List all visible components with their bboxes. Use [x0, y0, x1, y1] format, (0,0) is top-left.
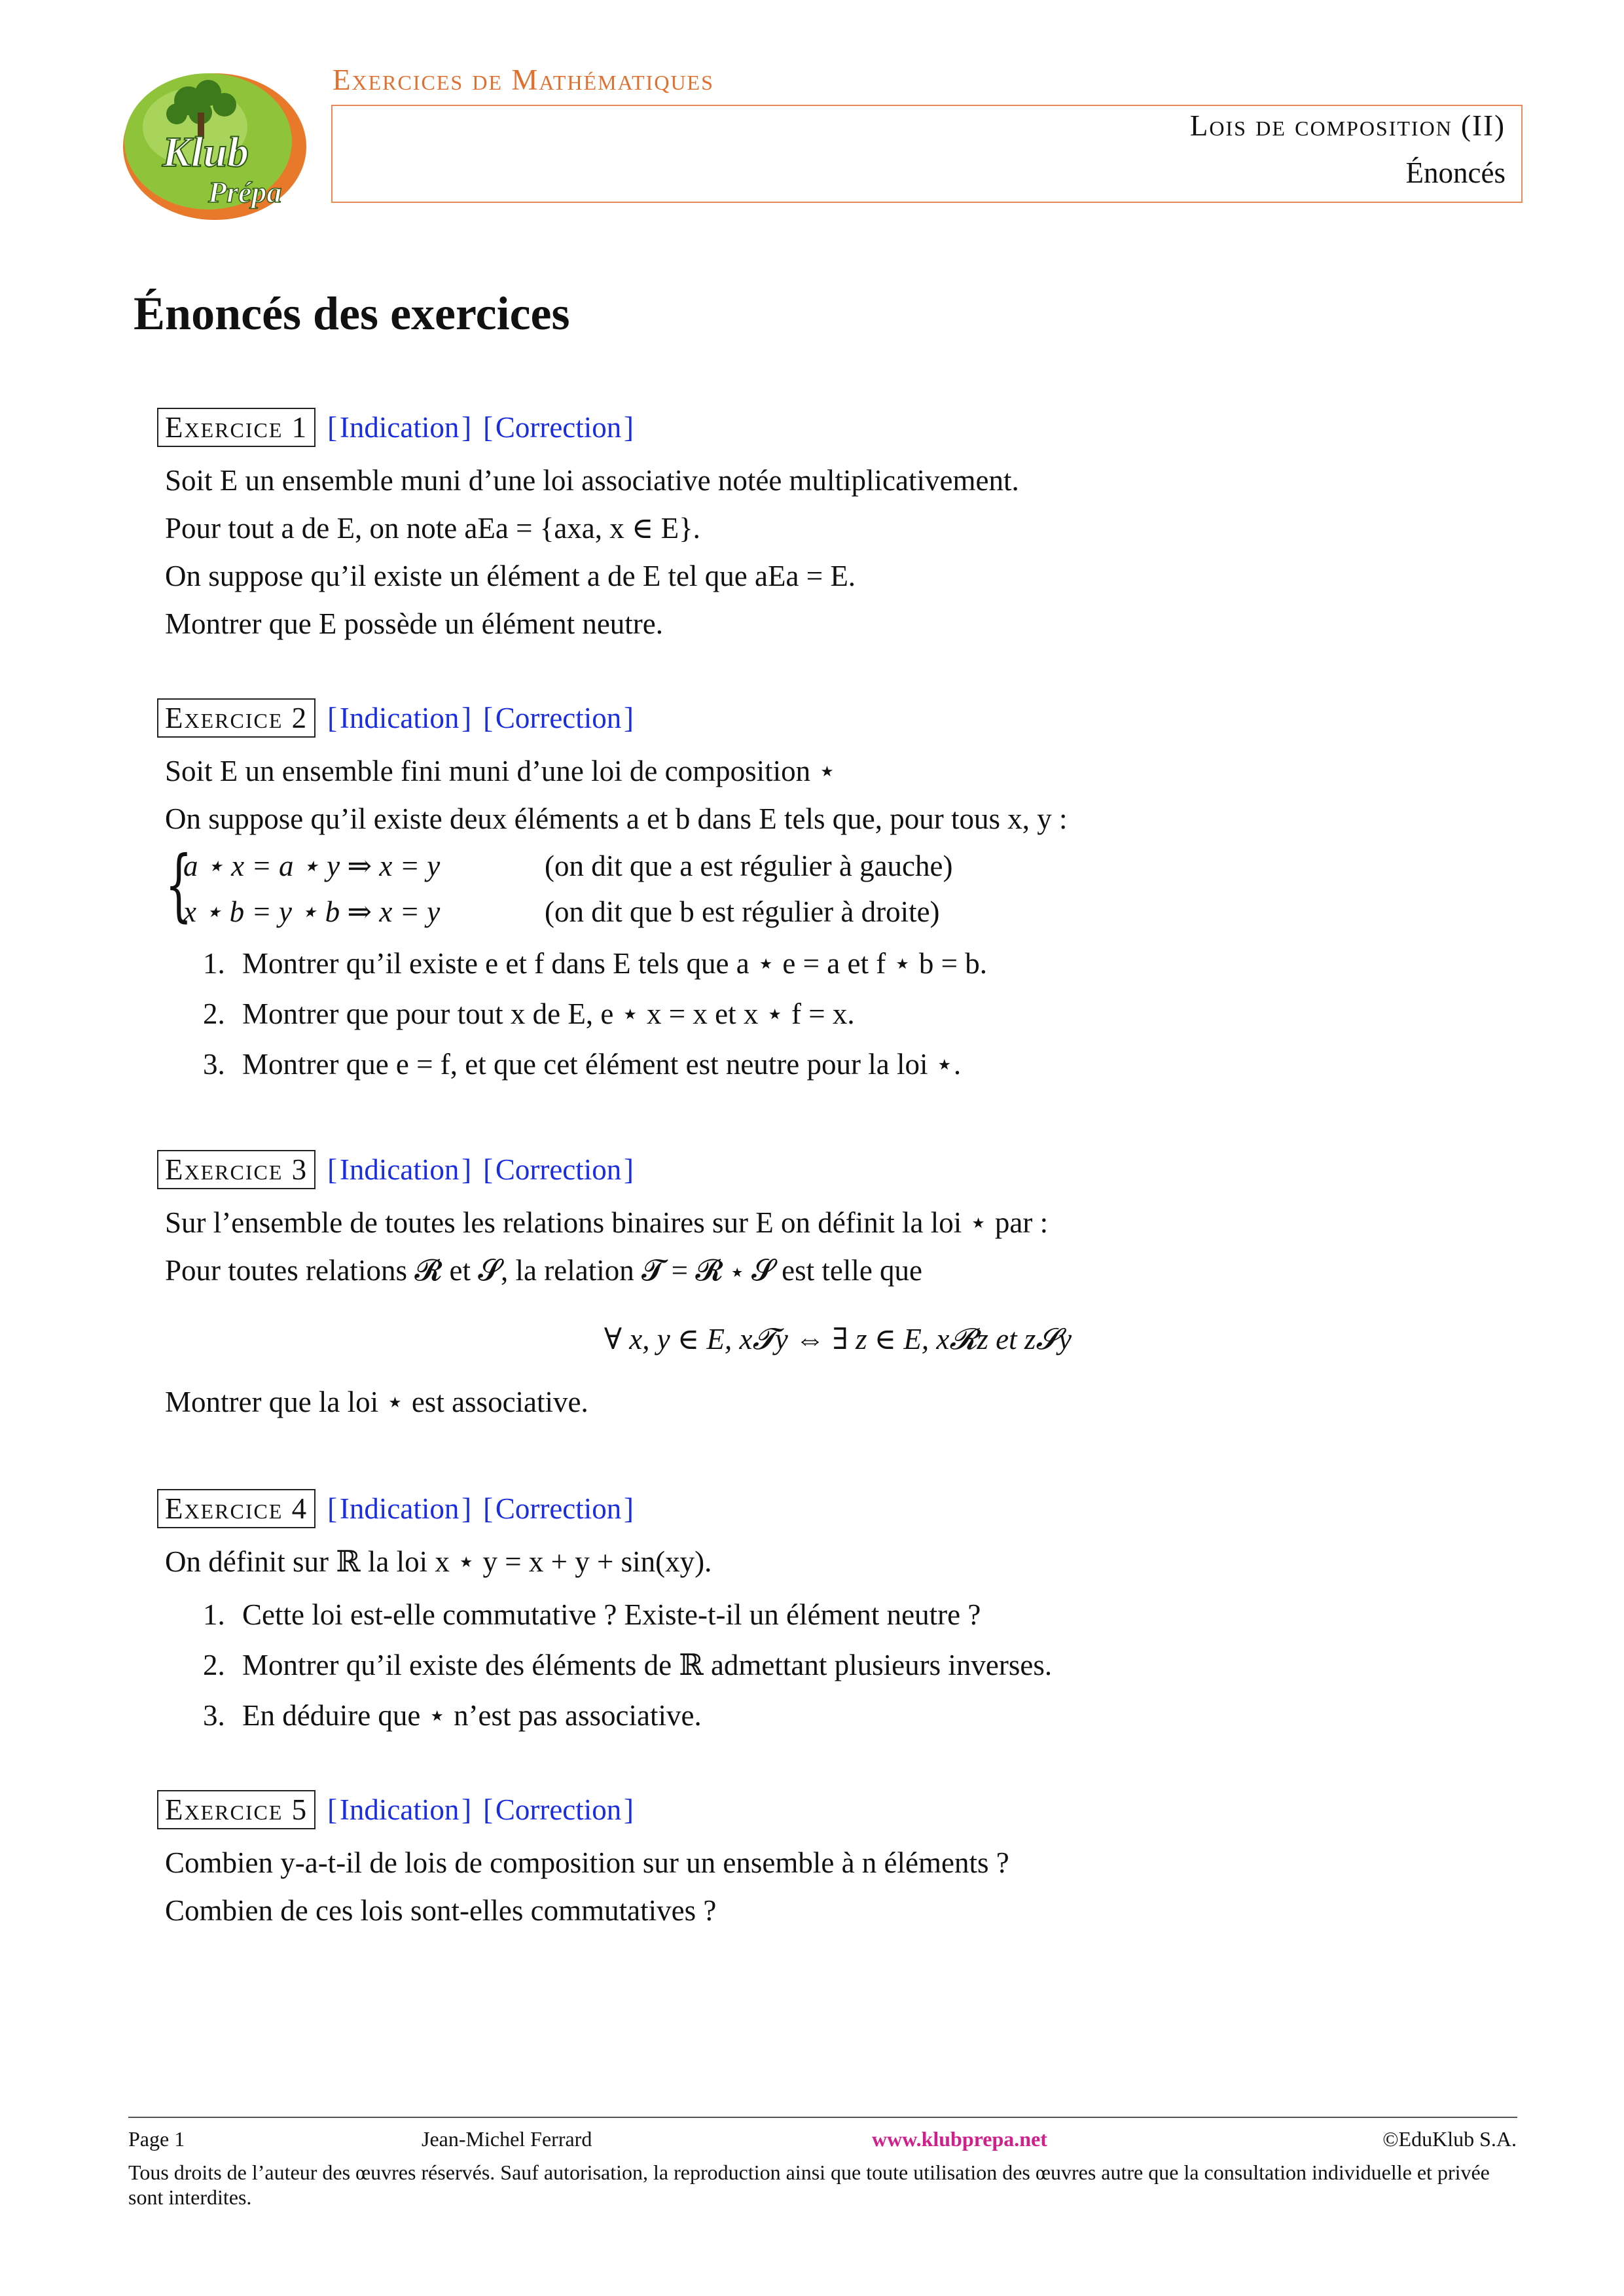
exercise-2 — [157, 698, 1519, 1090]
exercise-label: Exercice 5 — [157, 1790, 316, 1829]
statement-line: Montrer que la loi ⋆ est associative. — [165, 1386, 588, 1418]
footer-divider — [128, 2117, 1517, 2118]
correction-link[interactable]: [ Correction ] — [483, 411, 634, 444]
logo-text-klub: Klub — [162, 128, 249, 176]
chapter-title: Lois de composition (II) — [1189, 109, 1506, 142]
statement-line: Soit E un ensemble fini muni d’une loi de composition ⋆ — [165, 755, 837, 787]
indication-link[interactable]: [ Indication ] — [327, 1492, 472, 1525]
list-item: 3. Montrer que e = f, et que cet élément est neutre pour la loi ⋆. — [203, 1048, 962, 1081]
indication-link[interactable]: [ Indication ] — [327, 1153, 472, 1186]
statement-line: On suppose qu’il existe un élément a de E tel que aEa = E. — [165, 560, 856, 592]
statement-line: On suppose qu’il existe deux éléments a et b dans E tels que, pour tous x, y : — [165, 802, 1068, 835]
statement-line: Montrer que E possède un élément neutre. — [165, 607, 664, 640]
page-number: Page 1 — [128, 2127, 185, 2151]
display-formula: ∀ x, y ∈ E, x𝓣y ⇔ ∃ z ∈ E, x𝓡z et z𝓢y — [604, 1323, 1072, 1355]
left-brace: { — [165, 840, 192, 931]
exercise-label: Exercice 1 — [157, 408, 316, 447]
list-item: 3. En déduire que ⋆ n’est pas associative. — [203, 1699, 702, 1732]
rights-notice: Tous droits de l’auteur des œuvres réservés. Sauf autorisation, la reproduction ainsi que toute utilisation des œuvres autre que la consultation individuelle et privée sont interdites. — [128, 2161, 1490, 2209]
statement-line: Pour toutes relations 𝓡 et 𝓢, la relation 𝓣 = 𝓡 ⋆ 𝓢 est telle que — [165, 1254, 923, 1287]
exercise-5 — [157, 1789, 1519, 1935]
klubprepa-logo — [117, 62, 313, 225]
list-item: 1. Montrer qu’il existe e et f dans E tels que a ⋆ e = a et f ⋆ b = b. — [203, 947, 988, 980]
statement-line: On définit sur ℝ la loi x ⋆ y = x + y + sin(xy). — [165, 1545, 712, 1578]
statement-line: Soit E un ensemble muni d’une loi associative notée multiplicativement. — [165, 464, 1019, 497]
exercise-3 — [157, 1149, 1519, 1426]
equation-system — [165, 840, 1519, 935]
page-title: Énoncés des exercices — [134, 287, 570, 340]
statement-line: Combien de ces lois sont-elles commutatives ? — [165, 1894, 717, 1927]
system-note: (on dit que a est régulier à gauche) — [545, 850, 953, 882]
correction-link[interactable]: [ Correction ] — [483, 1793, 634, 1826]
system-formula: x ⋆ b = y ⋆ b ⇒ x = y — [183, 895, 441, 928]
logo-text-prepa: Prépa — [208, 175, 282, 209]
list-item: 2. Montrer que pour tout x de E, e ⋆ x = x et x ⋆ f = x. — [203, 997, 855, 1030]
list-item: 2. Montrer qu’il existe des éléments de ℝ admettant plusieurs inverses. — [203, 1649, 1053, 1681]
website-link[interactable]: www.klubprepa.net — [872, 2127, 1047, 2151]
section-title: Énoncés — [1405, 156, 1506, 189]
statement-line: Pour tout a de E, on note aEa = {axa, x ∈ E}. — [165, 512, 700, 545]
indication-link[interactable]: [ Indication ] — [327, 702, 472, 734]
copyright: ©EduKlub S.A. — [1382, 2127, 1517, 2151]
correction-link[interactable]: [ Correction ] — [483, 1153, 634, 1186]
system-note: (on dit que b est régulier à droite) — [545, 895, 940, 928]
exercise-label: Exercice 3 — [157, 1150, 316, 1189]
correction-link[interactable]: [ Correction ] — [483, 1492, 634, 1525]
exercise-4 — [157, 1488, 1519, 1741]
indication-link[interactable]: [ Indication ] — [327, 411, 472, 444]
exercise-label: Exercice 2 — [157, 698, 316, 738]
series-title: Exercices de Mathématiques — [333, 63, 714, 96]
author-name: Jean-Michel Ferrard — [422, 2127, 592, 2151]
exercise-label: Exercice 4 — [157, 1489, 316, 1528]
exercise-1 — [157, 407, 1519, 648]
header-box — [331, 105, 1523, 203]
system-formula: a ⋆ x = a ⋆ y ⇒ x = y — [183, 850, 441, 882]
indication-link[interactable]: [ Indication ] — [327, 1793, 472, 1826]
statement-line: Combien y-a-t-il de lois de composition sur un ensemble à n éléments ? — [165, 1846, 1009, 1879]
list-item: 1. Cette loi est-elle commutative ? Existe-t-il un élément neutre ? — [203, 1598, 981, 1631]
statement-line: Sur l’ensemble de toutes les relations binaires sur E on définit la loi ⋆ par : — [165, 1206, 1049, 1239]
correction-link[interactable]: [ Correction ] — [483, 702, 634, 734]
